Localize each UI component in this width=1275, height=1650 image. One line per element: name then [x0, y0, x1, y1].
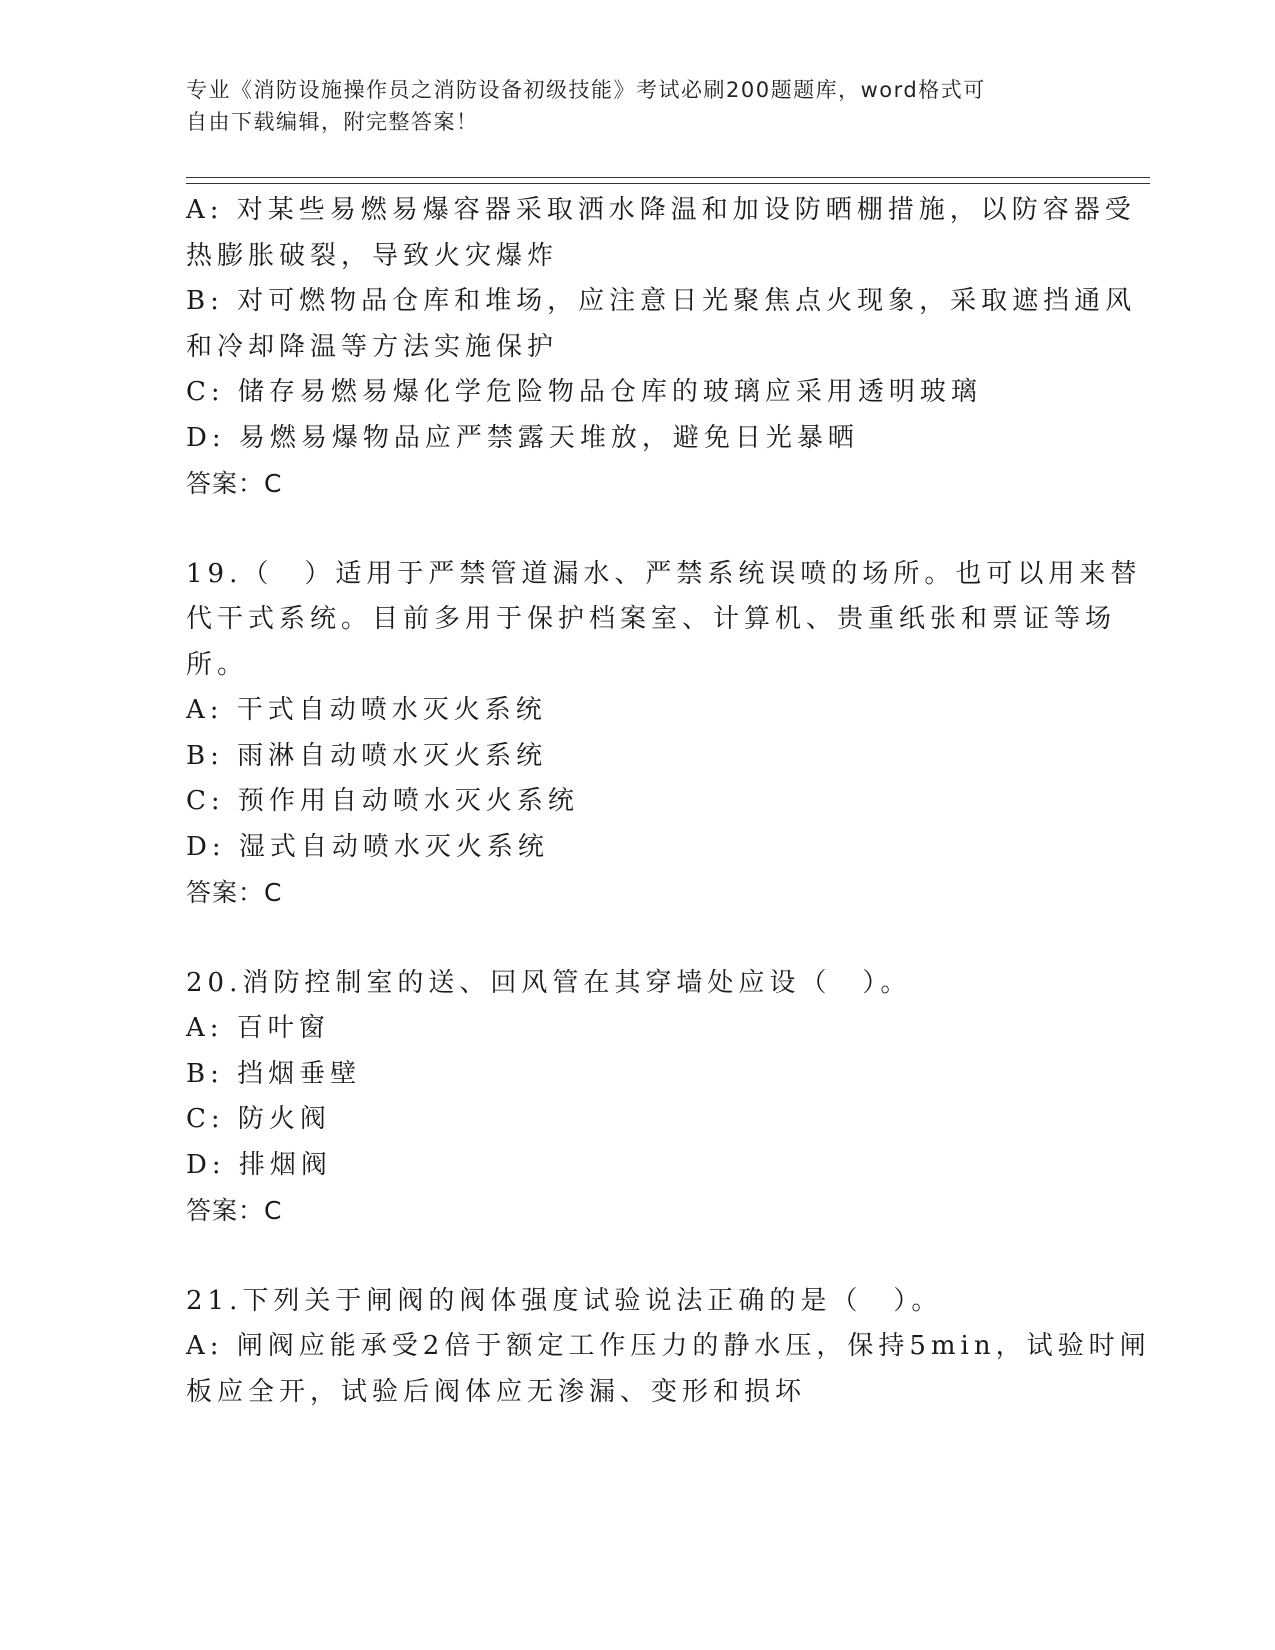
spacer	[186, 1234, 1086, 1279]
question-18-options	[186, 188, 1137, 507]
q20-option-a: A: 百叶窗	[186, 1013, 330, 1043]
q20-answer: 答案：C	[186, 1196, 283, 1225]
q19-option-a: A: 干式自动喷水灭火系统	[186, 695, 547, 725]
document-header	[186, 74, 1066, 138]
q21-option-a-line-2: 板应全开，试验后阀体应无渗漏、变形和损坏	[186, 1376, 807, 1407]
question-20	[186, 961, 1086, 1234]
q21-stem: 21.下列关于闸阀的阀体强度试验说法正确的是（ ）。	[186, 1285, 943, 1316]
question-content	[186, 188, 1151, 1415]
spacer	[186, 507, 1086, 552]
q20-option-b: B: 挡烟垂壁	[186, 1058, 362, 1089]
header-line-1: 专业《消防设施操作员之消防设备初级技能》考试必刷200题题库，word格式可	[186, 78, 986, 102]
q20-option-d: D: 排烟阀	[186, 1149, 332, 1180]
q19-option-b: B: 雨淋自动喷水灭火系统	[186, 740, 548, 771]
q18-option-a-line-2: 热膨胀破裂，导致火灾爆炸	[186, 240, 559, 271]
q21-option-a-line-1: A: 闸阀应能承受2倍于额定工作压力的静水压，保持5min，试验时闸	[186, 1331, 1151, 1361]
q18-option-b-line-1: B: 对可燃物品仓库和堆场，应注意日光聚焦点火现象，采取遮挡通风	[186, 286, 1137, 316]
q18-answer: 答案：C	[186, 469, 283, 498]
q18-option-c: C: 储存易燃易爆化学危险物品仓库的玻璃应采用透明玻璃	[186, 377, 982, 407]
q20-option-c: C: 防火阀	[186, 1104, 331, 1134]
question-19	[186, 552, 1142, 916]
q19-stem-line-1: 19.（ ）适用于严禁管道漏水、严禁系统误喷的场所。也可以用来替	[186, 558, 1142, 589]
q19-option-d: D: 湿式自动喷水灭火系统	[186, 831, 549, 862]
spacer	[186, 916, 1086, 961]
question-21	[186, 1279, 1151, 1416]
q18-option-b-line-2: 和冷却降温等方法实施保护	[186, 331, 559, 362]
header-divider-bottom	[186, 183, 1150, 184]
q20-stem: 20.消防控制室的送、回风管在其穿墙处应设（ ）。	[186, 967, 912, 998]
q18-option-a-line-1: A: 对某些易燃易爆容器采取洒水降温和加设防晒棚措施，以防容器受	[186, 195, 1136, 225]
q19-option-c: C: 预作用自动喷水灭火系统	[186, 786, 579, 816]
q19-answer: 答案：C	[186, 878, 283, 907]
q19-stem-line-2: 代干式系统。目前多用于保护档案室、计算机、贵重纸张和票证等场	[186, 604, 1117, 634]
header-divider-top	[186, 177, 1150, 178]
q18-option-d: D: 易燃易爆物品应严禁露天堆放，避免日光暴晒	[186, 422, 859, 453]
header-line-2: 自由下载编辑，附完整答案！	[186, 110, 479, 134]
q19-stem-line-3: 所。	[186, 649, 249, 680]
